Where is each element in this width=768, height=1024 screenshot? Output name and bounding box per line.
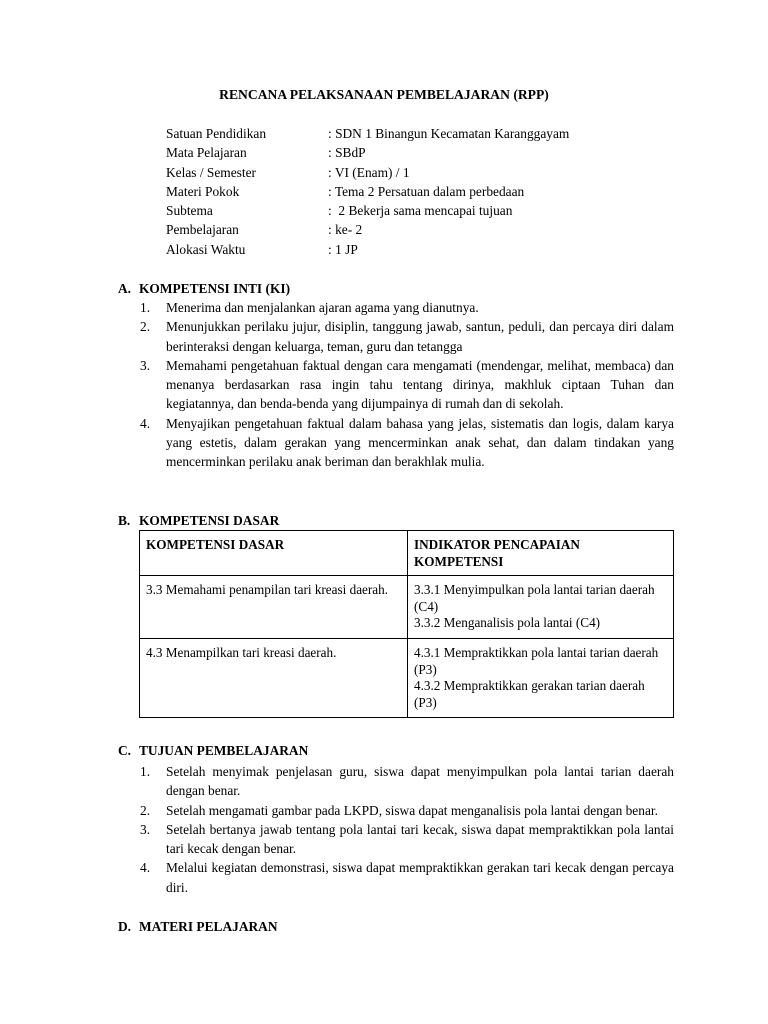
section-letter: A. — [118, 281, 132, 296]
identity-value: : ke- 2 — [328, 222, 363, 238]
indikator-line: 4.3.1 Mempraktikkan pola lantai tarian daerah (P3) — [414, 645, 659, 677]
table-cell-indikator — [408, 639, 674, 718]
indikator-line: 4.3.2 Mempraktikkan gerakan tarian daerah (P3) — [414, 678, 645, 710]
section-title: MATERI PELAJARAN — [139, 919, 278, 934]
list-item — [140, 762, 674, 801]
identity-table — [166, 124, 569, 259]
list-item — [140, 820, 674, 859]
list-text: Setelah mengamati gambar pada LKPD, siswa dapat menganalisis pola lantai dengan benar. — [166, 802, 658, 818]
table-row — [140, 639, 674, 718]
list-item — [140, 858, 674, 897]
identity-row — [166, 240, 569, 259]
table-header-row — [140, 531, 674, 576]
tujuan-list — [140, 762, 674, 897]
section-title: TUJUAN PEMBELAJARAN — [139, 743, 309, 758]
list-number: 2. — [140, 319, 151, 335]
table-header-cell: KOMPETENSI DASAR — [140, 531, 408, 576]
list-text: Menyajikan pengetahuan faktual dalam bahasa yang jelas, sistematis dan logis, dalam karya yang estetis, dalam gerakan yang mencerminkan anak sehat, dan dalam tindakan yang mencerminkan perilaku anak beriman dan berakhlak mulia. — [166, 415, 674, 470]
table-cell-kd: 3.3 Memahami penampilan tari kreasi daerah. — [140, 576, 408, 639]
identity-value: : 2 Bekerja sama mencapai tujuan — [328, 203, 513, 219]
table-header-cell: INDIKATOR PENCAPAIAN KOMPETENSI — [408, 531, 674, 576]
identity-row — [166, 182, 569, 201]
list-text: Setelah menyimak penjelasan guru, siswa dapat menyimpulkan pola lantai tarian daerah dengan benar. — [166, 764, 674, 799]
section-letter: D. — [118, 919, 132, 934]
identity-label: Mata Pelajaran — [166, 145, 247, 161]
list-item — [140, 317, 674, 356]
list-number: 2. — [140, 802, 151, 818]
list-number: 1. — [140, 764, 151, 779]
table-cell-kd: 4.3 Menampilkan tari kreasi daerah. — [140, 639, 408, 718]
identity-label: Kelas / Semester — [166, 164, 256, 180]
identity-label: Alokasi Waktu — [166, 241, 246, 257]
document-title: RENCANA PELAKSANAAN PEMBELAJARAN (RPP) — [219, 87, 549, 102]
kompetensi-dasar-table — [139, 530, 674, 718]
list-number: 3. — [140, 821, 151, 837]
identity-value: : SBdP — [328, 145, 366, 161]
identity-row — [166, 124, 569, 143]
list-text: Setelah bertanya jawab tentang pola lantai tari kecak, siswa dapat mempraktikkan pola lantai tari kecak dengan benar. — [166, 821, 674, 857]
list-item — [140, 414, 674, 472]
identity-value: : Tema 2 Persatuan dalam perbedaan — [328, 183, 525, 199]
section-title: KOMPETENSI INTI (KI) — [139, 281, 291, 296]
identity-label: Materi Pokok — [166, 183, 240, 199]
identity-row — [166, 163, 569, 182]
section-letter: B. — [118, 513, 131, 528]
identity-value: : VI (Enam) / 1 — [328, 164, 410, 180]
section-c-heading — [118, 741, 308, 760]
table-row — [140, 576, 674, 639]
table-cell-indikator — [408, 576, 674, 639]
list-text: Menunjukkan perilaku jujur, disiplin, tanggung jawab, santun, peduli, dan percaya diri dalam berinteraksi dengan keluarga, teman, guru dan tetangga — [166, 319, 674, 354]
section-a-heading — [118, 279, 290, 298]
section-letter: C. — [118, 743, 132, 758]
identity-row — [166, 143, 569, 162]
indikator-line: 3.3.2 Menganalisis pola lantai (C4) — [414, 615, 601, 630]
identity-row — [166, 201, 569, 220]
list-number: 4. — [140, 860, 151, 876]
list-text: Memahami pengetahuan faktual dengan cara mengamati (mendengar, melihat, membaca) dan menanya berdasarkan rasa ingin tahu tentang dirinya, makhluk ciptaan Tuhan dan kegiatannya, dan benda-benda yang dijumpainya di rumah dan di sekolah. — [166, 357, 674, 412]
kompetensi-inti-list — [140, 298, 674, 472]
identity-value: : 1 JP — [328, 241, 358, 257]
list-item — [140, 298, 674, 317]
section-b-heading — [118, 511, 279, 530]
list-text: Melalui kegiatan demonstrasi, siswa dapat mempraktikkan gerakan tari kecak dengan percaya diri. — [166, 860, 674, 895]
identity-row — [166, 220, 569, 239]
list-item — [140, 356, 674, 414]
identity-label: Satuan Pendidikan — [166, 126, 267, 141]
identity-label: Pembelajaran — [166, 222, 239, 238]
list-number: 4. — [140, 415, 151, 431]
identity-label: Subtema — [166, 203, 213, 219]
indikator-line: 3.3.1 Menyimpulkan pola lantai tarian daerah (C4) — [414, 582, 655, 614]
list-number: 1. — [140, 300, 151, 315]
section-d-heading — [118, 917, 278, 936]
list-item — [140, 801, 674, 820]
section-title: KOMPETENSI DASAR — [139, 513, 280, 528]
list-text: Menerima dan menjalankan ajaran agama yang dianutnya. — [166, 300, 479, 315]
identity-value: : SDN 1 Binangun Kecamatan Karanggayam — [328, 126, 570, 141]
list-number: 3. — [140, 357, 151, 373]
